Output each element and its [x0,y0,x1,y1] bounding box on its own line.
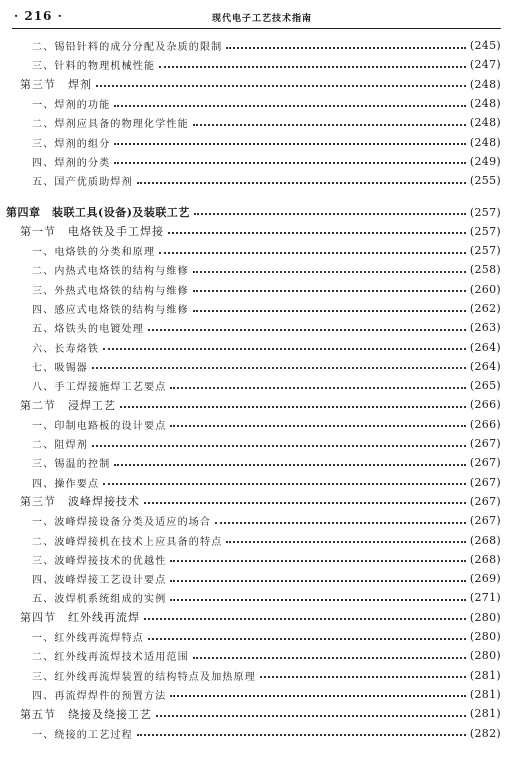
toc-item-entry [0,94,511,113]
toc-entry-title: 第三节 波峰焊接技术 [20,495,140,509]
toc-entry-title: 第一节 电烙铁及手工焊接 [20,225,164,239]
toc-entry-title: 八、手工焊接施焊工艺要点 [32,382,167,394]
toc-item-entry [0,588,511,607]
toc-entry-page: (257) [469,224,501,238]
toc-entry-title: 三、针料的物理机械性能 [32,61,156,73]
toc-item-entry [0,511,511,530]
toc-entry-page: (281) [469,687,501,701]
dot-leader [137,734,466,736]
toc-entry-page: (264) [469,340,501,354]
toc-entry-page: (264) [469,359,501,373]
toc-entry-page: (280) [469,649,501,663]
toc-section-entry [0,608,511,627]
toc-section-entry [0,704,511,723]
toc-chapter-entry [0,202,511,221]
dot-leader [159,66,466,68]
toc-item-entry [0,241,511,260]
toc-entry-page: (245) [469,39,501,53]
toc-item-entry [0,36,511,55]
dot-leader [193,271,466,273]
toc-entry-page: (281) [469,668,501,682]
toc-entry-page: (248) [469,116,501,130]
dot-leader [170,599,466,601]
toc-item-entry [0,299,511,318]
toc-item-entry [0,113,511,132]
toc-entry-page: (267) [469,437,501,451]
page-header [12,8,501,29]
toc-entry-page: (257) [469,205,501,219]
dot-leader [168,232,466,234]
dot-leader [144,618,466,620]
toc-entry-title: 一、焊剂的功能 [32,100,111,112]
toc-item-entry [0,152,511,171]
toc-entry-page: (249) [469,154,501,168]
toc-item-entry [0,723,511,742]
toc-entry-title: 第四章 装联工具(设备)及装联工艺 [6,206,190,220]
toc-entry-page: (282) [469,726,501,740]
dot-leader [194,213,466,215]
dot-leader [114,162,466,164]
toc-section-entry [0,395,511,414]
toc-section-entry [0,492,511,511]
toc-item-entry [0,260,511,279]
toc-entry-page: (263) [469,321,501,335]
dot-leader [144,502,466,504]
toc-entry-page: (255) [469,174,501,188]
toc-entry-page: (280) [469,610,501,624]
toc-section-entry [0,222,511,241]
toc-entry-title: 一、绕接的工艺过程 [32,729,133,741]
toc-entry-title: 四、感应式电烙铁的结构与维修 [32,305,189,316]
toc-entry-title: 四、操作要点 [32,478,100,490]
dot-leader [170,695,466,697]
dot-leader [114,464,466,466]
toc-item-entry [0,569,511,588]
toc-entry-title: 二、阻焊剂 [32,440,88,452]
toc-item-entry [0,55,511,74]
toc-item-entry [0,550,511,569]
toc-item-entry [0,415,511,434]
toc-entry-title: 四、焊剂的分类 [32,157,111,169]
toc-entry-page: (266) [469,398,501,412]
toc-entry-title: 第三节 焊剂 [20,78,92,92]
toc-item-entry [0,337,511,356]
toc-entry-page: (247) [469,58,501,72]
toc-item-entry [0,473,511,492]
toc-entry-title: 四、波峰焊接工艺设计要点 [32,575,167,587]
running-book-title: 现代电子工艺技术指南 [212,14,313,24]
dot-leader [156,715,466,717]
toc-entry-page: (271) [469,591,501,605]
toc-item-entry [0,453,511,472]
dot-leader [215,522,466,524]
toc-entry-page: (281) [469,707,501,721]
dot-leader [193,124,466,126]
toc-item-entry [0,646,511,665]
toc-item-entry [0,132,511,151]
toc-entry-page: (248) [469,135,501,149]
toc-entry-page: (268) [469,552,501,566]
toc-item-entry [0,530,511,549]
toc-entry-title: 三、红外线再流焊装置的结构特点及加热原理 [32,671,256,683]
dot-leader [193,657,466,659]
toc-entry-page: (257) [469,244,501,258]
toc-entry-title: 第五节 绕接及绕接工艺 [20,707,152,721]
dot-leader [92,367,466,369]
dot-leader [92,445,466,447]
toc-entry-page: (267) [469,456,501,470]
toc-entry-page: (267) [469,475,501,489]
toc-item-entry [0,434,511,453]
toc-entry-page: (269) [469,572,501,586]
toc-entry-page: (258) [469,263,501,277]
table-of-contents [0,36,511,743]
toc-item-entry [0,280,511,299]
dot-leader [120,406,466,408]
toc-entry-title: 五、国产优质助焊剂 [32,177,133,189]
dot-leader [260,676,466,678]
dot-leader [114,143,466,145]
toc-entry-page: (266) [469,417,501,431]
dot-leader [114,105,466,107]
dot-leader [103,483,466,485]
dot-leader [193,310,466,312]
toc-entry-title: 三、波峰焊接技术的优越性 [32,555,167,567]
dot-leader [96,85,466,87]
dot-leader [226,47,466,49]
toc-entry-title: 六、长寿烙铁 [32,343,100,355]
dot-leader [193,290,466,292]
toc-entry-title: 四、再流焊焊件的预置方法 [32,690,167,702]
toc-entry-page: (248) [469,97,501,111]
toc-item-entry [0,627,511,646]
toc-item-entry [0,171,511,190]
dot-leader [170,425,466,427]
page-number: · 216 · [14,9,63,23]
toc-entry-title: 二、红外线再流焊技术适用范围 [32,652,189,664]
toc-entry-title: 二、波峰焊接机在技术上应具备的特点 [32,536,223,548]
toc-entry-title: 三、焊剂的组分 [32,138,111,150]
toc-entry-page: (268) [469,533,501,547]
toc-section-entry [0,75,511,94]
dot-leader [170,560,466,562]
toc-entry-title: 一、印制电路板的设计要点 [32,420,167,432]
toc-entry-title: 二、内热式电烙铁的结构与维修 [32,266,189,278]
toc-entry-page: (267) [469,514,501,528]
toc-entry-title: 一、波峰焊接设备分类及适应的场合 [32,517,212,529]
dot-leader [137,182,466,184]
toc-item-entry [0,318,511,337]
toc-entry-title: 五、烙铁头的电镀处理 [32,324,144,336]
toc-item-entry [0,376,511,395]
toc-entry-title: 第四节 红外线再流焊 [20,611,140,625]
dot-leader [148,329,466,331]
toc-item-entry [0,666,511,685]
toc-entry-page: (280) [469,630,501,644]
toc-entry-title: 三、锡温的控制 [32,459,111,471]
toc-entry-title: 一、红外线再流焊特点 [32,633,144,645]
toc-entry-page: (265) [469,379,501,393]
toc-entry-title: 第二节 浸焊工艺 [20,398,116,412]
toc-entry-page: (260) [469,282,501,296]
toc-entry-page: (262) [469,302,501,315]
toc-entry-title: 二、焊剂应具备的物理化学性能 [32,119,189,131]
toc-item-entry [0,685,511,704]
dot-leader [226,541,466,543]
dot-leader [159,252,466,254]
dot-leader [148,638,466,640]
dot-leader [170,580,466,582]
dot-leader [170,387,466,389]
toc-item-entry [0,357,511,376]
toc-entry-title: 七、吸锡器 [32,362,88,374]
toc-entry-title: 二、锡铅针料的成分分配及杂质的限制 [32,42,223,54]
toc-entry-page: (248) [469,77,501,91]
toc-entry-title: 三、外热式电烙铁的结构与维修 [32,285,189,297]
toc-entry-title: 五、波焊机系统组成的实例 [32,594,167,606]
dot-leader [103,348,466,350]
toc-entry-title: 一、电烙铁的分类和原理 [32,247,156,259]
toc-entry-page: (267) [469,494,501,508]
